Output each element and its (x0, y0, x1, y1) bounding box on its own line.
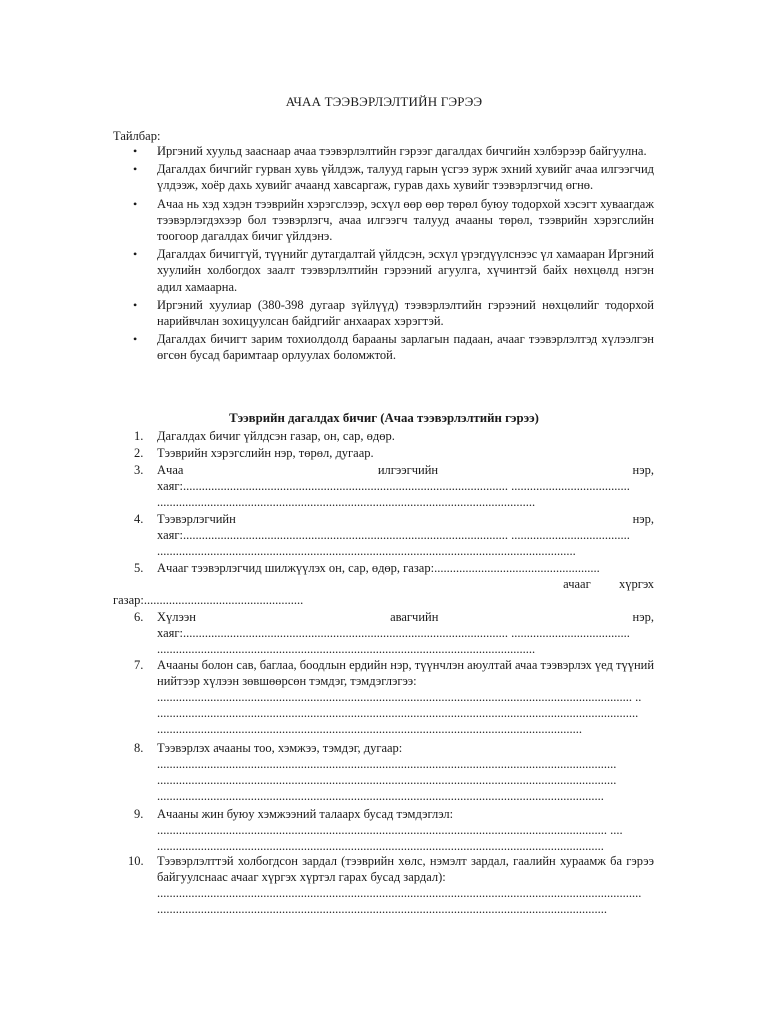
bullet-icon: • (133, 196, 138, 211)
item-number: 2. (134, 446, 144, 460)
bullet-icon: • (133, 144, 138, 158)
carrier-word: Тээвэрлэгчийн (157, 512, 236, 526)
form-item-5 (113, 560, 654, 608)
item-text: Тээвэрлэлттэй холбогдсон зардал (тээврийн хөлс, нэмэлт зардал, гаалийн хураамж ба гэрээ байгуулснаас ачааг хүргэх хүртэл гарах бусад зардал): (157, 854, 654, 885)
name-word: нэр, (632, 610, 654, 624)
item-number: 7. (134, 658, 144, 672)
form-item-6 (113, 609, 654, 657)
fill-line: ..................................................... (434, 561, 600, 575)
item-text: Ачааг тээвэрлэгчид шилжүүлэх он, сар, өдөр, газар: (157, 561, 435, 575)
address-label: хаяг: (157, 479, 183, 494)
form-item-7 (113, 657, 654, 737)
fill-line: ................................................................................................................................................... (157, 757, 617, 772)
notes-list (113, 143, 654, 366)
fill-line: ........................................................................................................................................................ .. (157, 690, 642, 705)
form-item-8 (113, 740, 654, 804)
fill-line: ................................................................................................................................................ .... (157, 823, 623, 838)
note-item: • Ачаа нь хэд хэдэн тээврийн хэрэгслээр, эсхүл өөр өөр төрөл буюу тодорхой хэсэгт хуваагдаж тээвэрлэгдэхээр бол тээвэрлэгч, ачаа илгээгч талууд ачааны төрөл, тээврийн хэрэгслийн тоогоор дагалдах бичиг үйлдэнэ. (133, 196, 654, 244)
fill-line: ......................................................................................................................... (157, 495, 536, 510)
note-item: • Дагалдах бичигт зарим тохиолдолд барааны зарлагын падаан, ачааг тээвэрлэлтэд хүлээлгэн өгсөн бусад баримтаар орлуулах боломжтой. (133, 332, 654, 363)
note-item: • Иргэний хуулиар (380-398 дугаар зүйлүүд) тээвэрлэлтийн гэрээний нөхцөлийг тодорхой нарийвчлан зохицуулсан байдгийг анхаарах хэрэгтэй. (133, 297, 654, 329)
item-text: Ачааны жин буюу хэмжээний талаарх бусад тэмдэглэл: (157, 807, 454, 821)
form-item-4 (113, 511, 654, 559)
note-item: • Иргэний хуульд зааснаар ачаа тээвэрлэлтийн гэрээг дагалдах бичгийн хэлбэрээр байгуулна. (133, 144, 647, 158)
bullet-icon: • (133, 332, 138, 347)
sender-word: илгээгчийн (377, 463, 439, 477)
fill-line: ........................................................................................................ ...................................... (182, 626, 630, 641)
item-text: Тээврийн хэрэгслийн нэр, төрөл, дугаар. (157, 446, 374, 460)
form-item-9 (113, 806, 654, 854)
item-text: Дагалдах бичиг үйлдсэн газар, он, сар, өдөр. (157, 429, 395, 443)
fill-line: ............................................................................................................................................... (157, 839, 604, 854)
item-number: 5. (134, 561, 144, 575)
name-word: нэр, (632, 463, 654, 477)
item-text: Тээвэрлэх ачааны тоо, хэмжээ, тэмдэг, дугаар: (157, 741, 403, 755)
bullet-icon: • (133, 297, 138, 312)
fill-line: ........................................................................................................................................ (157, 722, 582, 737)
fill-line: .......................................................................................................................................................... (157, 706, 639, 721)
item-number: 10. (128, 854, 144, 868)
fill-line: ............................................................................................................................................... (157, 789, 604, 804)
form-item-10 (113, 853, 654, 917)
sender-word: Ачаа (157, 463, 184, 477)
fill-line: ................................................................................................................................................... (157, 773, 617, 788)
fill-line: ......................................................................................................................... (157, 642, 536, 657)
bullet-icon: • (133, 247, 138, 262)
delivery-word: ачааг (563, 577, 591, 591)
bullet-icon: • (133, 162, 138, 177)
address-label: хаяг: (157, 528, 183, 543)
fill-line: ................................................... (143, 593, 304, 608)
item-number: 9. (134, 807, 144, 821)
note-item: • Дагалдах бичиггүй, түүнийг дутагдалтай үйлдсэн, эсхүл үрэгдүүлснээс үл хамааран Иргэний хуулийн холбогдох заалт тээвэрлэлтийн гэрээний агуулга, хүчинтэй байх нөхцөлд нэгэн адил хамаарна. (133, 247, 654, 294)
place-label: газар: (113, 593, 144, 608)
item-number: 3. (134, 463, 144, 477)
note-item: • Дагалдах бичгийг гурван хувь үйлдэж, талууд гарын үсгээ зурж эхний хувийг ачаа илгээгчид үлдээж, хоёр дахь хувийг ачаанд хавсаргаж, гурав дахь хувийг тээвэрлэгчид өгнө. (133, 162, 654, 193)
item-number: 8. (134, 741, 144, 755)
form-subtitle: Тээврийн дагалдах бичиг (Ачаа тээвэрлэлтийн гэрээ) (229, 411, 539, 425)
item-text: Ачааны болон сав, баглаа, боодлын ердийн нэр, түүнчлэн аюултай ачаа тээвэрлэх үед түүний нийтээр хүлээн зөвшөөрсөн тэмдэг, тэмдэглэгээ: (157, 658, 655, 689)
name-word: нэр, (632, 512, 654, 526)
fill-line: ........................................................................................................ ...................................... (182, 479, 630, 494)
fill-line: ........................................................................................................ ...................................... (182, 528, 630, 543)
item-number: 6. (134, 610, 144, 624)
address-label: хаяг: (157, 626, 183, 641)
form-item-1 (113, 428, 654, 444)
delivery-word: хүргэх (618, 577, 654, 591)
form-item-3 (113, 462, 654, 510)
document-title: АЧАА ТЭЭВЭРЛЭЛТИЙН ГЭРЭЭ (285, 94, 483, 109)
receiver-word: Хүлээн (157, 610, 196, 624)
receiver-word: авагчийн (390, 610, 439, 624)
form-item-2 (113, 445, 654, 461)
fill-line: ...................................................................................................................................... (157, 544, 576, 559)
item-number: 4. (134, 512, 144, 526)
item-number: 1. (134, 429, 144, 443)
fill-line: ........................................................................................................................................................... (157, 886, 642, 901)
fill-line: ................................................................................................................................................ (157, 902, 607, 917)
note-label: Тайлбар: (113, 129, 161, 143)
